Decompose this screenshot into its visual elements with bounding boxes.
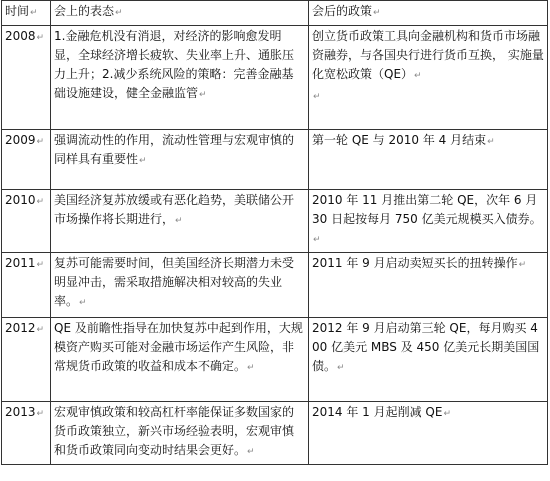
meeting-statement-cell [51, 26, 309, 130]
meeting-statement-cell [51, 253, 309, 318]
year-cell: 2009↵ [2, 130, 51, 190]
policy-cell [309, 26, 548, 130]
paragraph-mark: ↵ [247, 363, 255, 373]
paragraph-mark: ↵ [247, 447, 255, 457]
meeting-statement-cell [51, 130, 309, 190]
year-cell: 2008↵ [2, 26, 51, 130]
policy-cell [309, 318, 548, 402]
table-body [2, 26, 548, 465]
paragraph-mark: ↵ [139, 156, 147, 166]
year-cell: 2012↵ [2, 318, 51, 402]
paragraph-mark: ↵ [79, 298, 87, 308]
paragraph-mark: ↵ [175, 216, 183, 226]
cell-paragraph [312, 86, 544, 107]
paragraph-mark: ↵ [199, 90, 207, 100]
policy-cell [309, 253, 548, 318]
policy-cell [309, 402, 548, 465]
meeting-statement-cell [51, 402, 309, 465]
cell-paragraph: 强调流动性的作用，流动性管理与宏观审慎的同样具有重要性↵ [54, 133, 295, 166]
cell-paragraph: 第一轮 QE 与 2010 年 4 月结束↵ [312, 133, 495, 147]
cell-paragraph: 2010 年 11 月推出第二轮 QE，次年 6 月 30 日起按每月 750 亿美元规模买入债券。↵ [312, 193, 542, 245]
paragraph-mark: ↵ [337, 363, 345, 373]
paragraph-mark: ↵ [36, 137, 45, 147]
paragraph-mark: ↵ [36, 409, 45, 419]
cell-paragraph: 复苏可能需要时间，但美国经济长期潜力未受明显冲击，需采取措施解决相对较高的失业率。↵ [54, 256, 295, 308]
cell-paragraph: QE 及前瞻性指导在加快复苏中起到作用，大规模资产购买可能对金融市场运作产生风险，非常规货币政策的收益和成本不确定。↵ [54, 321, 303, 373]
table-row [2, 253, 548, 318]
cell-paragraph: 2012 年 9 月启动第三轮 QE，每月购买 400 亿美元 MBS 及 450 亿美元长期美国国债。↵ [312, 321, 540, 373]
header-year: 时间↵ [2, 1, 51, 26]
cell-paragraph: 宏观审慎政策和较高杠杆率能保证多数国家的货币政策独立，新兴市场经验表明，宏观审慎和货币政策同向变动时结果会更好。↵ [54, 405, 295, 457]
paragraph-mark: ↵ [115, 8, 123, 18]
cell-paragraph: 1.金融危机没有消退，对经济的影响愈发明显，全球经济增长疲软、失业率上升、通胀压力上升；2.减少系统风险的策略：完善金融基础设施建设，健全金融监管↵ [54, 29, 295, 100]
meeting-statement-cell [51, 318, 309, 402]
cell-paragraph: 美国经济复苏放缓或有恶化趋势，美联储公开市场操作将长期进行，↵ [54, 193, 295, 226]
table-row [2, 318, 548, 402]
header-row [2, 1, 548, 26]
table-row [2, 130, 548, 190]
table-row [2, 402, 548, 465]
paragraph-mark: ↵ [313, 235, 321, 245]
paragraph-mark: ↵ [36, 33, 45, 43]
table-row [2, 190, 548, 253]
paragraph-mark: ↵ [36, 197, 45, 207]
table-row [2, 26, 548, 130]
paragraph-mark: ↵ [373, 8, 381, 18]
year-cell: 2011↵ [2, 253, 51, 318]
table-header [2, 1, 548, 26]
paragraph-mark: ↵ [36, 260, 45, 270]
paragraph-mark: ↵ [30, 8, 38, 18]
cell-paragraph: 2014 年 1 月起削减 QE↵ [312, 405, 452, 419]
cell-paragraph: 2011 年 9 月启动卖短买长的扭转操作↵ [312, 256, 527, 270]
paragraph-mark: ↵ [36, 325, 45, 335]
paragraph-mark: ↵ [487, 137, 495, 147]
year-cell: 2013↵ [2, 402, 51, 465]
paragraph-mark: ↵ [414, 71, 422, 81]
paragraph-mark: ↵ [313, 92, 321, 102]
fed-policy-table [1, 0, 548, 465]
cell-paragraph: 创立货币政策工具向金融机构和货币市场融资融券，与各国央行进行货币互换， 实施量化宽松政策（QE）↵ [312, 29, 544, 81]
meeting-statement-cell [51, 190, 309, 253]
policy-cell [309, 130, 548, 190]
header-meeting-statement: 会上的表态↵ [51, 1, 309, 26]
paragraph-mark: ↵ [443, 409, 452, 419]
policy-cell [309, 190, 548, 253]
paragraph-mark: ↵ [518, 260, 527, 270]
year-cell: 2010↵ [2, 190, 51, 253]
header-post-meeting-policy: 会后的政策↵ [309, 1, 548, 26]
